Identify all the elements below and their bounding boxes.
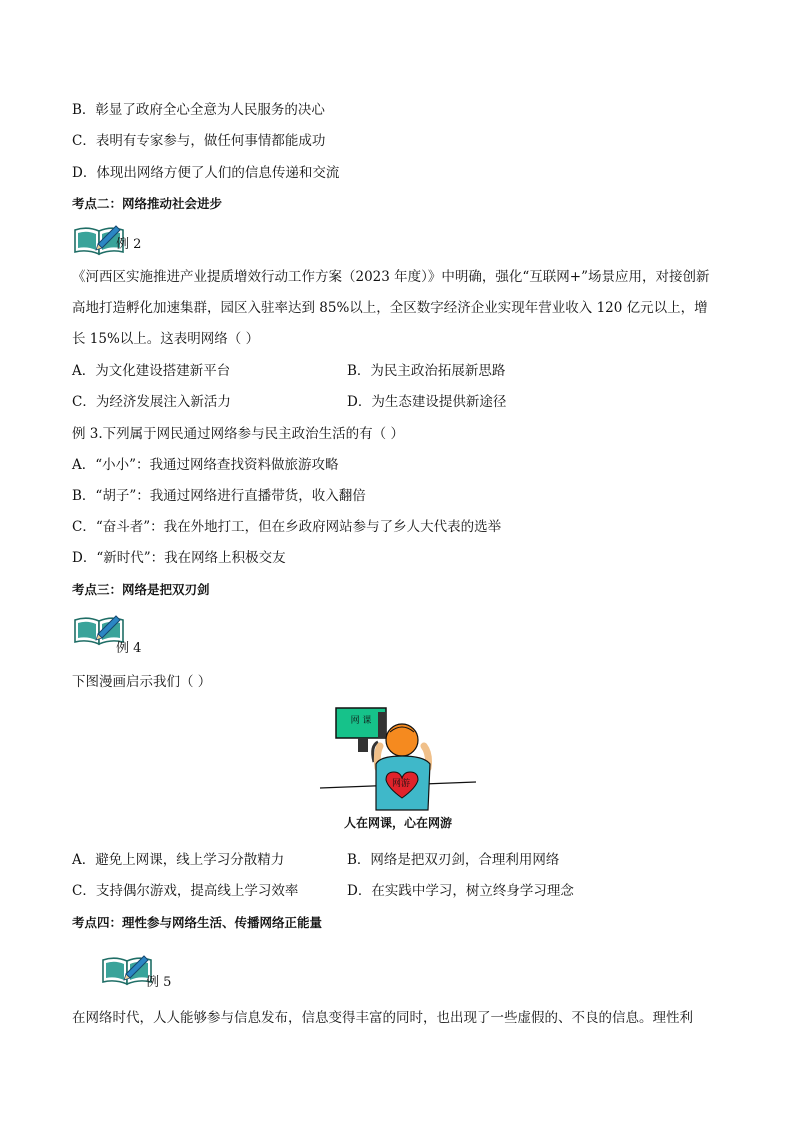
example-label: 例 4 [116, 641, 142, 656]
section-heading: 考点四：理性参与网络生活、传播网络正能量 [72, 915, 323, 930]
question-stem: 例 3.下列属于网民通过网络参与民主政治生活的有（ ） [72, 426, 404, 442]
option-c: C．支持偶尔游戏，提高线上学习效率 [72, 883, 299, 899]
option-d: D．为生态建设提供新途径 [347, 394, 507, 410]
example-label: 例 5 [146, 975, 172, 990]
example-label: 例 2 [116, 237, 142, 252]
stem-line: 《河西区实施推进产业提质增效行动工作方案（2023 年度）》中明确，强化“互联网+”场景应用，对接创新 [72, 269, 710, 285]
option-b: B．彰显了政府全心全意为人民服务的决心 [72, 102, 325, 118]
option-d: D．“新时代”：我在网络上积极交友 [72, 550, 286, 566]
option-a: A．“小小”：我通过网络查找资料做旅游攻略 [72, 457, 339, 473]
question-stem: 下图漫画启示我们（ ） [72, 674, 212, 690]
section-heading: 考点三：网络是把双刃剑 [72, 582, 210, 597]
stem-line: 长 15%以上。这表明网络（ ） [72, 331, 260, 347]
option-b: B．网络是把双刃剑，合理利用网络 [347, 852, 560, 868]
option-b: B．为民主政治拓展新思路 [347, 363, 506, 379]
question-stem [72, 262, 720, 355]
option-a: A．避免上网课，线上学习分散精力 [72, 852, 285, 868]
cartoon-screen-text: 网 课 [350, 716, 372, 726]
section-heading: 考点二：网络推动社会进步 [72, 196, 223, 211]
question-stem: 在网络时代，人人能够参与信息发布，信息变得丰富的同时，也出现了一些虚假的、不良的信息。理性利 [72, 1010, 693, 1026]
stem-line: 高地打造孵化加速集群，园区入驻率达到 85%以上，全区数字经济企业实现年营业收入 120 亿元以上，增 [72, 300, 708, 316]
option-d: D．在实践中学习，树立终身学习理念 [347, 883, 574, 899]
option-c: C．“奋斗者”：我在外地打工，但在乡政府网站参与了乡人大代表的选举 [72, 519, 502, 535]
option-b: B．“胡子”：我通过网络进行直播带货，收入翻倍 [72, 488, 366, 504]
cartoon-heart-text: 网游 [391, 779, 410, 789]
option-a: A．为文化建设搭建新平台 [72, 363, 231, 379]
option-c: C．为经济发展注入新活力 [72, 394, 231, 410]
option-d: D．体现出网络方便了人们的信息传递和交流 [72, 165, 340, 181]
cartoon-caption: 人在网课，心在网游 [343, 816, 452, 830]
option-c: C．表明有专家参与，做任何事情都能成功 [72, 133, 326, 149]
